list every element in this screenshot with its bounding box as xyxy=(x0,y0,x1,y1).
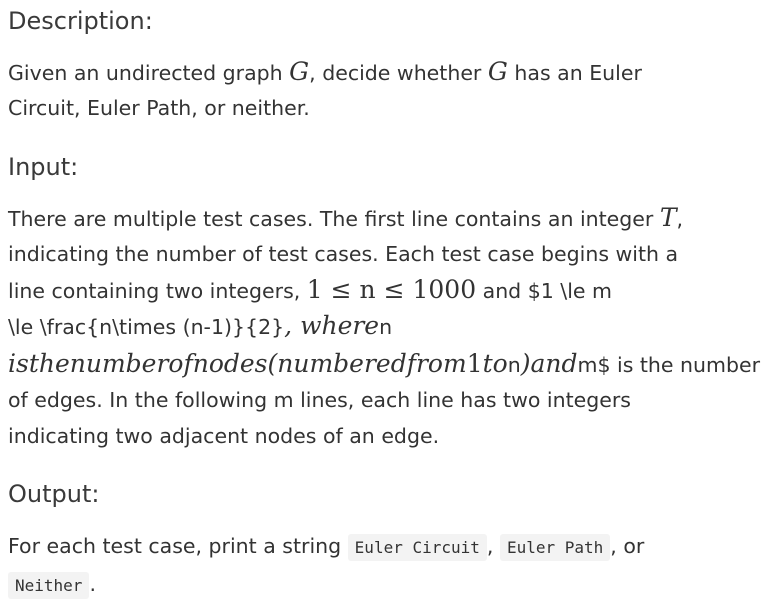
input-text: line containing two integers, xyxy=(8,279,307,303)
math-variable-g: G xyxy=(487,57,508,86)
output-text: For each test case, print a string xyxy=(8,534,348,558)
math-text: to xyxy=(482,349,508,378)
output-heading: Output: xyxy=(8,480,100,508)
input-text: n xyxy=(507,353,521,377)
description-line-2: Circuit, Euler Path, or neither. xyxy=(8,96,310,120)
math-number: 1 xyxy=(466,349,483,378)
input-line-5 xyxy=(8,350,760,379)
description-text: Given an undirected graph xyxy=(8,61,290,85)
math-range-n: 1 ≤ n ≤ 1000 xyxy=(306,275,477,304)
description-text: , decide whether xyxy=(309,61,488,85)
input-line-6: of edges. In the following m lines, each line has two integers xyxy=(8,388,631,412)
code-euler-path: Euler Path xyxy=(500,534,610,561)
math-text: , where xyxy=(284,311,380,340)
input-line-3 xyxy=(8,276,612,305)
input-line-4 xyxy=(8,312,392,341)
input-text: \le \frac{n\times (n-1)}{2} xyxy=(8,315,285,339)
description-text: has an Euler xyxy=(507,61,642,85)
input-line-1 xyxy=(8,204,683,233)
input-text: and $1 \le m xyxy=(476,279,613,303)
math-variable-t: T xyxy=(659,203,677,232)
output-line-2 xyxy=(8,570,96,600)
output-text: , xyxy=(486,534,494,558)
output-text: , or xyxy=(610,534,645,558)
math-text: isthenumberofnodes(numberedfrom xyxy=(8,349,467,378)
code-neither: Neither xyxy=(8,572,89,599)
input-text: n xyxy=(379,315,393,339)
description-line-1 xyxy=(8,58,642,87)
math-variable-g: G xyxy=(289,57,310,86)
description-heading: Description: xyxy=(8,7,153,35)
input-line-7: indicating two adjacent nodes of an edge. xyxy=(8,424,440,448)
input-text: There are multiple test cases. The first line contains an integer xyxy=(8,207,660,231)
input-text: , xyxy=(676,207,684,231)
output-line-1 xyxy=(8,532,644,562)
input-line-2: indicating the number of test cases. Each test case begins with a xyxy=(8,242,679,266)
input-text: m$ is the number xyxy=(577,353,761,377)
output-text: . xyxy=(89,572,96,596)
code-euler-circuit: Euler Circuit xyxy=(348,534,487,561)
input-heading: Input: xyxy=(8,153,79,181)
math-text: )and xyxy=(520,349,578,378)
